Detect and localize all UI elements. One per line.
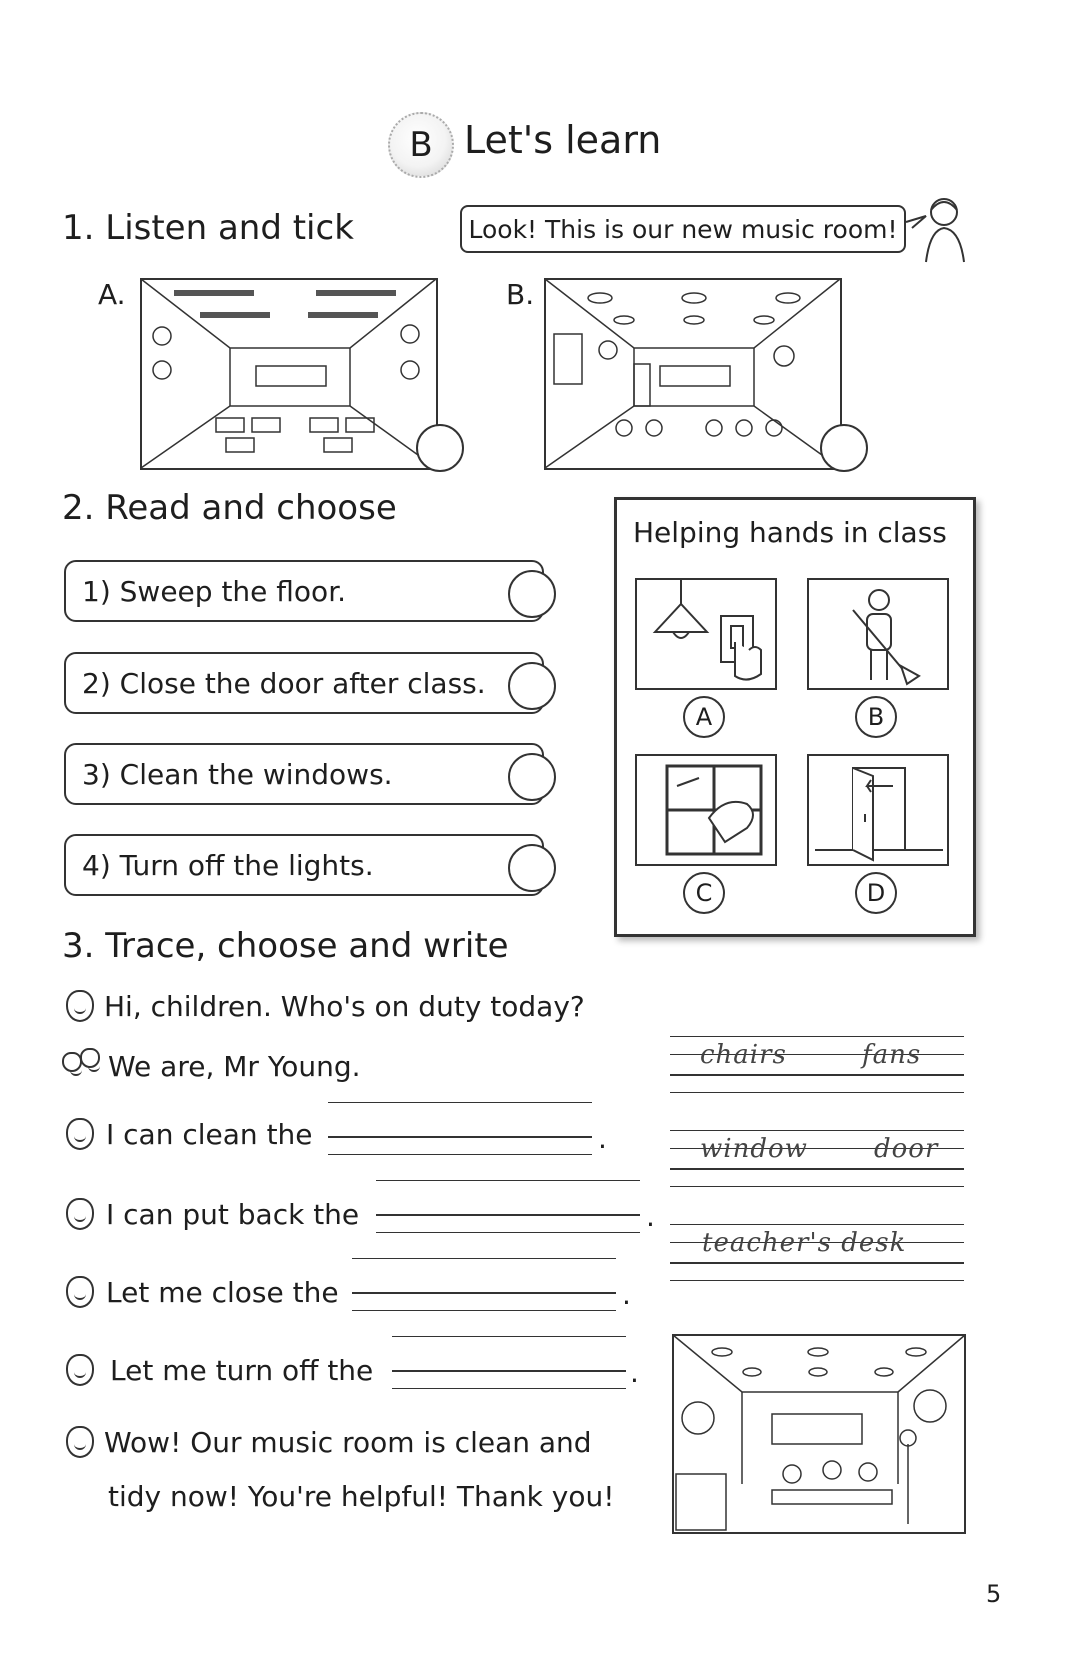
light-icon — [637, 580, 777, 690]
window-cleaning-picture — [635, 754, 777, 866]
choice-item-2-answer-circle[interactable] — [508, 662, 556, 710]
choice-item-1-answer-circle[interactable] — [508, 570, 556, 618]
guide-line — [670, 1224, 964, 1225]
helping-hands-title: Helping hands in class — [633, 516, 947, 549]
answer-line-2[interactable] — [376, 1214, 640, 1216]
choice-item-1-label: 1) Sweep the floor. — [82, 574, 347, 608]
sweeping-person-icon — [809, 580, 949, 690]
children-faces-icon-2 — [80, 1048, 100, 1068]
option-a-label: A. — [98, 278, 126, 311]
teacher-face-icon — [66, 990, 94, 1022]
section2-heading: 2. Read and choose — [62, 488, 397, 528]
door-icon — [809, 756, 949, 866]
guide-line — [376, 1232, 640, 1233]
choice-item-3-answer-circle[interactable] — [508, 753, 556, 801]
dialogue-line-3: I can clean the — [106, 1118, 313, 1151]
boy2-face-icon — [66, 1276, 94, 1308]
word-teachers-desk: teacher's desk — [702, 1228, 907, 1258]
music-room-b-image — [544, 278, 844, 470]
light-switch-picture — [635, 578, 777, 690]
girl-face-icon — [66, 1198, 94, 1230]
answer-line-4[interactable] — [392, 1370, 626, 1372]
boy-face-icon — [66, 1118, 94, 1150]
choice-letter-d: D — [855, 872, 897, 914]
children-faces-icon — [62, 1052, 82, 1072]
guide-line — [670, 1186, 964, 1187]
guide-line — [670, 1168, 964, 1170]
clean-music-room-image — [672, 1334, 968, 1536]
dialogue-line-7: Wow! Our music room is clean and — [104, 1426, 592, 1459]
guide-line — [392, 1336, 626, 1337]
guide-line — [352, 1258, 616, 1259]
option-b-label: B. — [506, 278, 535, 311]
section-badge: B — [388, 112, 454, 178]
dialogue-line-6: Let me turn off the — [110, 1354, 374, 1387]
choice-letter-a: A — [683, 696, 725, 738]
guide-line — [670, 1036, 964, 1037]
guide-line — [392, 1388, 626, 1389]
option-b-tick-circle[interactable] — [820, 424, 868, 472]
choice-item-2 — [64, 652, 544, 714]
choice-item-1 — [64, 560, 544, 622]
helping-hands-box — [614, 497, 976, 937]
dialogue-line-1: Hi, children. Who's on duty today? — [104, 990, 585, 1023]
choice-item-3-label: 3) Clean the windows. — [82, 757, 393, 791]
section-title: Let's learn — [464, 118, 662, 162]
guide-line — [670, 1074, 964, 1076]
dialogue-line-4: I can put back the — [106, 1198, 360, 1231]
guide-line — [328, 1102, 592, 1103]
guide-line — [352, 1310, 616, 1311]
sweep-picture — [807, 578, 949, 690]
answer-line-1[interactable] — [328, 1136, 592, 1138]
guide-line — [670, 1130, 964, 1131]
choice-letter-b: B — [855, 696, 897, 738]
word-door: door — [874, 1134, 939, 1164]
choice-item-2-label: 2) Close the door after class. — [82, 666, 486, 700]
dialogue-line-2: We are, Mr Young. — [108, 1050, 361, 1083]
teacher-face-icon-2 — [66, 1426, 94, 1458]
period-1: . — [598, 1122, 607, 1155]
music-room-a-image — [140, 278, 440, 470]
page-number: 5 — [986, 1580, 1002, 1608]
choice-letter-c: C — [683, 872, 725, 914]
choice-item-4-answer-circle[interactable] — [508, 844, 556, 892]
section1-heading: 1. Listen and tick — [62, 208, 354, 248]
door-picture — [807, 754, 949, 866]
word-chairs: chairs — [700, 1040, 787, 1070]
dialogue-line-5: Let me close the — [106, 1276, 339, 1309]
option-a-tick-circle[interactable] — [416, 424, 464, 472]
dialogue-line-8: tidy now! You're helpful! Thank you! — [108, 1480, 615, 1513]
guide-line — [328, 1154, 592, 1155]
section3-heading: 3. Trace, choose and write — [62, 926, 509, 966]
guide-line — [376, 1180, 640, 1181]
guide-line — [670, 1092, 964, 1093]
period-3: . — [622, 1278, 631, 1311]
girl2-face-icon — [66, 1354, 94, 1386]
choice-item-4-label: 4) Turn off the lights. — [82, 848, 374, 882]
guide-line — [670, 1262, 964, 1264]
guide-line — [670, 1280, 964, 1281]
teacher-icon — [904, 194, 974, 266]
choice-item-3 — [64, 743, 544, 805]
answer-line-3[interactable] — [352, 1292, 616, 1294]
window-cleaning-icon — [637, 756, 777, 866]
speech-bubble: Look! This is our new music room! — [460, 205, 906, 253]
choice-item-4 — [64, 834, 544, 896]
period-4: . — [630, 1356, 639, 1389]
word-fans: fans — [862, 1040, 922, 1070]
word-window: window — [700, 1134, 808, 1164]
period-2: . — [646, 1200, 655, 1233]
